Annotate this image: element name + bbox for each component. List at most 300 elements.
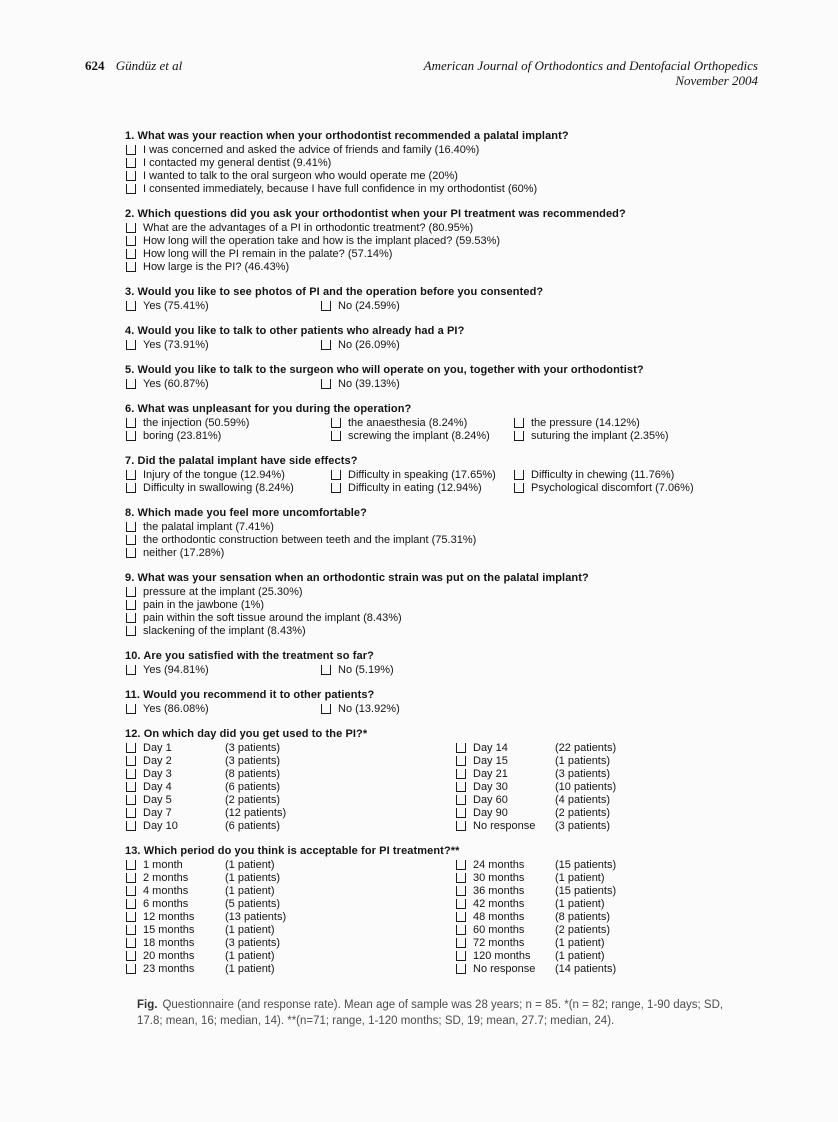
- option-label: No (39.13%): [338, 378, 400, 390]
- checkbox-icon: [126, 522, 136, 532]
- journal-issue: November 2004: [675, 73, 758, 88]
- checkbox-icon: [126, 379, 136, 389]
- option-label: How large is the PI? (46.43%): [143, 261, 290, 273]
- option-label: Day 7: [143, 807, 172, 819]
- option-label: the pressure (14.12%): [531, 417, 640, 429]
- option-label: No (26.09%): [338, 339, 400, 351]
- option: [125, 924, 455, 937]
- option: [125, 144, 740, 157]
- option-label: Yes (73.91%): [143, 339, 209, 351]
- checkbox-icon: [126, 145, 136, 155]
- option-row: [125, 911, 740, 924]
- option: [125, 417, 330, 430]
- question-section: [125, 286, 740, 313]
- question-title: 4. Would you like to talk to other patients who already had a PI?: [125, 325, 465, 337]
- checkbox-icon: [126, 795, 136, 805]
- authors: Gündüz et al: [115, 58, 183, 73]
- checkbox-icon: [126, 873, 136, 883]
- checkbox-icon: [126, 470, 136, 480]
- checkbox-icon: [126, 782, 136, 792]
- question-title: 1. What was your reaction when your orthodontist recommended a palatal implant?: [125, 130, 569, 142]
- question-section: [125, 364, 740, 391]
- option-label: What are the advantages of a PI in orthodontic treatment? (80.95%): [143, 222, 474, 234]
- checkbox-icon: [126, 418, 136, 428]
- option-label: pain in the jawbone (1%): [143, 599, 265, 611]
- question-section: [125, 403, 740, 443]
- checkbox-icon: [126, 704, 136, 714]
- option: [125, 300, 320, 313]
- option: [125, 872, 455, 885]
- option: [513, 482, 694, 495]
- option-label: 60 months: [473, 924, 525, 936]
- option-label: 1 month: [143, 859, 183, 871]
- option-count: (10 patients): [555, 781, 617, 793]
- option: [125, 586, 740, 599]
- option: [320, 378, 400, 391]
- running-head-left: [85, 58, 182, 74]
- option: [330, 417, 513, 430]
- option-row: [125, 742, 740, 755]
- option-count: (15 patients): [555, 859, 617, 871]
- checkbox-icon: [126, 184, 136, 194]
- option: [330, 469, 513, 482]
- checkbox-icon: [126, 587, 136, 597]
- option-label: Day 1: [143, 742, 172, 754]
- option-label: I consented immediately, because I have full confidence in my orthodontist (60%): [143, 183, 538, 195]
- option-label: 42 months: [473, 898, 525, 910]
- checkbox-icon: [126, 899, 136, 909]
- checkbox-icon: [456, 925, 466, 935]
- checkbox-icon: [456, 795, 466, 805]
- option-count: (1 patient): [225, 950, 275, 962]
- checkbox-icon: [321, 301, 331, 311]
- option: [125, 820, 455, 833]
- option-row: [125, 469, 740, 482]
- option: [125, 807, 455, 820]
- option-label: No (24.59%): [338, 300, 400, 312]
- option-count: (3 patients): [225, 755, 281, 767]
- question-section: [125, 689, 740, 716]
- option: [125, 625, 740, 638]
- checkbox-icon: [126, 964, 136, 974]
- checkbox-icon: [331, 483, 341, 493]
- question-title: 5. Would you like to talk to the surgeon who will operate on you, together with your orthodontist?: [125, 364, 644, 376]
- checkbox-icon: [456, 782, 466, 792]
- option-label: 2 months: [143, 872, 189, 884]
- checkbox-icon: [126, 925, 136, 935]
- option-row: [125, 937, 740, 950]
- option-row: [125, 924, 740, 937]
- option: [455, 885, 785, 898]
- option-count: (15 patients): [555, 885, 617, 897]
- checkbox-icon: [456, 743, 466, 753]
- checkbox-icon: [126, 860, 136, 870]
- checkbox-icon: [514, 483, 524, 493]
- option: [455, 781, 785, 794]
- option: [455, 794, 785, 807]
- option-count: (1 patient): [225, 885, 275, 897]
- option: [125, 547, 740, 560]
- option-label: the injection (50.59%): [143, 417, 250, 429]
- question-section: [125, 455, 740, 495]
- option: [125, 222, 740, 235]
- option: [125, 482, 330, 495]
- option: [125, 781, 455, 794]
- option: [125, 794, 455, 807]
- option-row: [125, 859, 740, 872]
- checkbox-icon: [456, 821, 466, 831]
- option: [125, 521, 740, 534]
- option: [125, 755, 455, 768]
- option: [455, 924, 785, 937]
- question-section: [125, 650, 740, 677]
- checkbox-icon: [126, 158, 136, 168]
- question-title: 3. Would you like to see photos of PI and the operation before you consented?: [125, 286, 544, 298]
- checkbox-icon: [126, 756, 136, 766]
- option-label: Day 30: [473, 781, 508, 793]
- option: [125, 937, 455, 950]
- option-label: 18 months: [143, 937, 195, 949]
- checkbox-icon: [456, 951, 466, 961]
- option-row: [125, 417, 740, 430]
- option: [513, 430, 669, 443]
- option-count: (3 patients): [225, 742, 281, 754]
- option-label: Yes (60.87%): [143, 378, 209, 390]
- option-label: Yes (94.81%): [143, 664, 209, 676]
- option: [125, 261, 740, 274]
- option: [125, 599, 740, 612]
- checkbox-icon: [126, 912, 136, 922]
- option-row: [125, 781, 740, 794]
- option: [330, 430, 513, 443]
- option-count: (3 patients): [555, 768, 611, 780]
- checkbox-icon: [126, 262, 136, 272]
- questionnaire: [125, 130, 740, 976]
- option: [513, 469, 674, 482]
- checkbox-icon: [321, 340, 331, 350]
- option-label: 4 months: [143, 885, 189, 897]
- option-label: 120 months: [473, 950, 531, 962]
- option-label: pain within the soft tissue around the implant (8.43%): [143, 612, 402, 624]
- option-row: [125, 885, 740, 898]
- question-section: [125, 728, 740, 833]
- question-section: [125, 208, 740, 274]
- option: [125, 703, 320, 716]
- option: [455, 768, 785, 781]
- option-row: [125, 664, 740, 677]
- option-count: (1 patient): [225, 924, 275, 936]
- option-count: (1 patient): [555, 937, 605, 949]
- option: [455, 950, 785, 963]
- checkbox-icon: [321, 665, 331, 675]
- option: [125, 612, 740, 625]
- option-label: Difficulty in chewing (11.76%): [531, 469, 675, 481]
- figure-content: [125, 130, 740, 1029]
- checkbox-icon: [456, 769, 466, 779]
- checkbox-icon: [331, 431, 341, 441]
- option: [125, 664, 320, 677]
- option-count: (6 patients): [225, 820, 281, 832]
- figure-caption-text: Questionnaire (and response rate). Mean age of sample was 28 years; n = 85. *(n = 82; range, 1-90 days; SD, 17.8; mean, 16; median, 14). **(n=71; range, 1-120 months; SD, 19; mean, 27.7; median, 24).: [137, 999, 724, 1027]
- option-label: 6 months: [143, 898, 189, 910]
- option-label: No (5.19%): [338, 664, 394, 676]
- option-count: (1 patients): [225, 872, 281, 884]
- checkbox-icon: [126, 808, 136, 818]
- option: [320, 664, 394, 677]
- option: [125, 742, 455, 755]
- running-head-right: [424, 58, 758, 88]
- option-label: How long will the PI remain in the palate? (57.14%): [143, 248, 393, 260]
- checkbox-icon: [126, 483, 136, 493]
- checkbox-icon: [126, 886, 136, 896]
- option-label: 23 months: [143, 963, 195, 975]
- option: [455, 742, 785, 755]
- option-row: [125, 378, 740, 391]
- option-label: Day 2: [143, 755, 172, 767]
- option-count: (2 patients): [555, 924, 611, 936]
- checkbox-icon: [126, 626, 136, 636]
- option-row: [125, 963, 740, 976]
- option-label: screwing the implant (8.24%): [348, 430, 490, 442]
- checkbox-icon: [126, 600, 136, 610]
- option-count: (1 patient): [555, 872, 605, 884]
- checkbox-icon: [456, 938, 466, 948]
- option-label: No response: [473, 963, 536, 975]
- checkbox-icon: [126, 665, 136, 675]
- option-label: Psychological discomfort (7.06%): [531, 482, 694, 494]
- option: [455, 820, 785, 833]
- checkbox-icon: [321, 379, 331, 389]
- option: [455, 911, 785, 924]
- question-section: [125, 325, 740, 352]
- option: [455, 898, 785, 911]
- option-row: [125, 950, 740, 963]
- option-row: [125, 820, 740, 833]
- checkbox-icon: [126, 301, 136, 311]
- option-count: (4 patients): [555, 794, 611, 806]
- option-label: Day 14: [473, 742, 508, 754]
- option-count: (12 patients): [225, 807, 287, 819]
- question-title: 11. Would you recommend it to other patients?: [125, 689, 375, 701]
- checkbox-icon: [126, 951, 136, 961]
- option: [320, 300, 400, 313]
- option-count: (2 patients): [225, 794, 281, 806]
- journal-title: American Journal of Orthodontics and Dentofacial Orthopedics: [423, 58, 758, 73]
- question-title: 10. Are you satisfied with the treatment so far?: [125, 650, 374, 662]
- checkbox-icon: [456, 860, 466, 870]
- option-row: [125, 339, 740, 352]
- option-label: 12 months: [143, 911, 195, 923]
- option-label: the palatal implant (7.41%): [143, 521, 274, 533]
- option-count: (2 patients): [555, 807, 611, 819]
- option-count: (1 patient): [225, 859, 275, 871]
- question-title: 9. What was your sensation when an orthodontic strain was put on the palatal implant?: [125, 572, 589, 584]
- checkbox-icon: [126, 223, 136, 233]
- question-section: [125, 572, 740, 638]
- option-label: Yes (86.08%): [143, 703, 209, 715]
- checkbox-icon: [456, 756, 466, 766]
- option-label: suturing the implant (2.35%): [531, 430, 669, 442]
- question-title: 12. On which day did you get used to the PI?*: [125, 728, 368, 740]
- option: [125, 963, 455, 976]
- checkbox-icon: [126, 938, 136, 948]
- question-section: [125, 507, 740, 560]
- option-label: Injury of the tongue (12.94%): [143, 469, 285, 481]
- option: [125, 898, 455, 911]
- option-row: [125, 703, 740, 716]
- checkbox-icon: [514, 418, 524, 428]
- checkbox-icon: [514, 470, 524, 480]
- option: [125, 235, 740, 248]
- option-row: [125, 872, 740, 885]
- option-label: Day 90: [473, 807, 508, 819]
- option-count: (1 patient): [555, 950, 605, 962]
- option-row: [125, 482, 740, 495]
- option-count: (8 patients): [225, 768, 281, 780]
- option: [125, 768, 455, 781]
- option-label: pressure at the implant (25.30%): [143, 586, 303, 598]
- option: [455, 872, 785, 885]
- option-row: [125, 898, 740, 911]
- option: [125, 534, 740, 547]
- option-label: boring (23.81%): [143, 430, 222, 442]
- option: [125, 469, 330, 482]
- option: [125, 183, 740, 196]
- checkbox-icon: [331, 470, 341, 480]
- option: [125, 430, 330, 443]
- option-count: (22 patients): [555, 742, 617, 754]
- checkbox-icon: [126, 821, 136, 831]
- question-title: 8. Which made you feel more uncomfortable?: [125, 507, 367, 519]
- option: [455, 859, 785, 872]
- option: [125, 170, 740, 183]
- checkbox-icon: [456, 912, 466, 922]
- option-label: the anaesthesia (8.24%): [348, 417, 468, 429]
- checkbox-icon: [456, 886, 466, 896]
- checkbox-icon: [126, 548, 136, 558]
- checkbox-icon: [126, 769, 136, 779]
- option-label: Day 5: [143, 794, 172, 806]
- option-label: I contacted my general dentist (9.41%): [143, 157, 332, 169]
- option-label: slackening of the implant (8.43%): [143, 625, 306, 637]
- option-label: 36 months: [473, 885, 525, 897]
- option-row: [125, 300, 740, 313]
- option-label: Difficulty in eating (12.94%): [348, 482, 482, 494]
- option-label: Difficulty in speaking (17.65%): [348, 469, 496, 481]
- option-label: Yes (75.41%): [143, 300, 209, 312]
- option: [125, 157, 740, 170]
- option-label: How long will the operation take and how is the implant placed? (59.53%): [143, 235, 501, 247]
- option-count: (1 patients): [555, 755, 611, 767]
- checkbox-icon: [126, 743, 136, 753]
- option-label: 30 months: [473, 872, 525, 884]
- option: [320, 703, 400, 716]
- checkbox-icon: [126, 236, 136, 246]
- checkbox-icon: [126, 249, 136, 259]
- checkbox-icon: [514, 431, 524, 441]
- checkbox-icon: [456, 964, 466, 974]
- checkbox-icon: [126, 613, 136, 623]
- option: [455, 963, 785, 976]
- option: [125, 859, 455, 872]
- option-row: [125, 794, 740, 807]
- option-label: neither (17.28%): [143, 547, 225, 559]
- checkbox-icon: [456, 808, 466, 818]
- option-label: Day 15: [473, 755, 508, 767]
- option-label: 24 months: [473, 859, 525, 871]
- question-title: 7. Did the palatal implant have side effects?: [125, 455, 358, 467]
- option-label: 15 months: [143, 924, 195, 936]
- checkbox-icon: [126, 171, 136, 181]
- option-count: (5 patients): [225, 898, 281, 910]
- question-title: 2. Which questions did you ask your orthodontist when your PI treatment was recommended?: [125, 208, 626, 220]
- option-row: [125, 768, 740, 781]
- option-row: [125, 755, 740, 768]
- option-label: 48 months: [473, 911, 525, 923]
- option-label: I was concerned and asked the advice of friends and family (16.40%): [143, 144, 480, 156]
- option: [125, 339, 320, 352]
- option-count: (14 patients): [555, 963, 617, 975]
- option: [455, 937, 785, 950]
- option-label: Day 21: [473, 768, 508, 780]
- option-label: Day 4: [143, 781, 172, 793]
- option-label: 72 months: [473, 937, 525, 949]
- question-section: [125, 845, 740, 976]
- option: [125, 248, 740, 261]
- checkbox-icon: [126, 535, 136, 545]
- option: [125, 885, 455, 898]
- option-row: [125, 430, 740, 443]
- option-label: Difficulty in swallowing (8.24%): [143, 482, 294, 494]
- option: [513, 417, 640, 430]
- option: [330, 482, 513, 495]
- option-count: (1 patient): [555, 898, 605, 910]
- option-label: No response: [473, 820, 536, 832]
- option-count: (13 patients): [225, 911, 287, 923]
- question-title: 13. Which period do you think is acceptable for PI treatment?**: [125, 845, 460, 857]
- option: [125, 950, 455, 963]
- option: [125, 911, 455, 924]
- option-label: I wanted to talk to the oral surgeon who would operate me (20%): [143, 170, 458, 182]
- page-header: [85, 58, 758, 88]
- checkbox-icon: [456, 899, 466, 909]
- option: [320, 339, 400, 352]
- figure-caption: [137, 998, 725, 1029]
- option-count: (3 patients): [225, 937, 281, 949]
- checkbox-icon: [456, 873, 466, 883]
- option-row: [125, 807, 740, 820]
- page-number: 624: [85, 58, 105, 73]
- checkbox-icon: [126, 340, 136, 350]
- option-count: (1 patient): [225, 963, 275, 975]
- checkbox-icon: [126, 431, 136, 441]
- question-section: [125, 130, 740, 196]
- checkbox-icon: [321, 704, 331, 714]
- option-count: (6 patients): [225, 781, 281, 793]
- option-label: Day 10: [143, 820, 178, 832]
- option-label: the orthodontic construction between teeth and the implant (75.31%): [143, 534, 477, 546]
- option-label: No (13.92%): [338, 703, 400, 715]
- checkbox-icon: [331, 418, 341, 428]
- option-count: (3 patients): [555, 820, 611, 832]
- option: [455, 807, 785, 820]
- figure-caption-label: Fig.: [137, 999, 158, 1011]
- option: [125, 378, 320, 391]
- option: [455, 755, 785, 768]
- option-label: 20 months: [143, 950, 195, 962]
- option-label: Day 60: [473, 794, 508, 806]
- option-count: (8 patients): [555, 911, 611, 923]
